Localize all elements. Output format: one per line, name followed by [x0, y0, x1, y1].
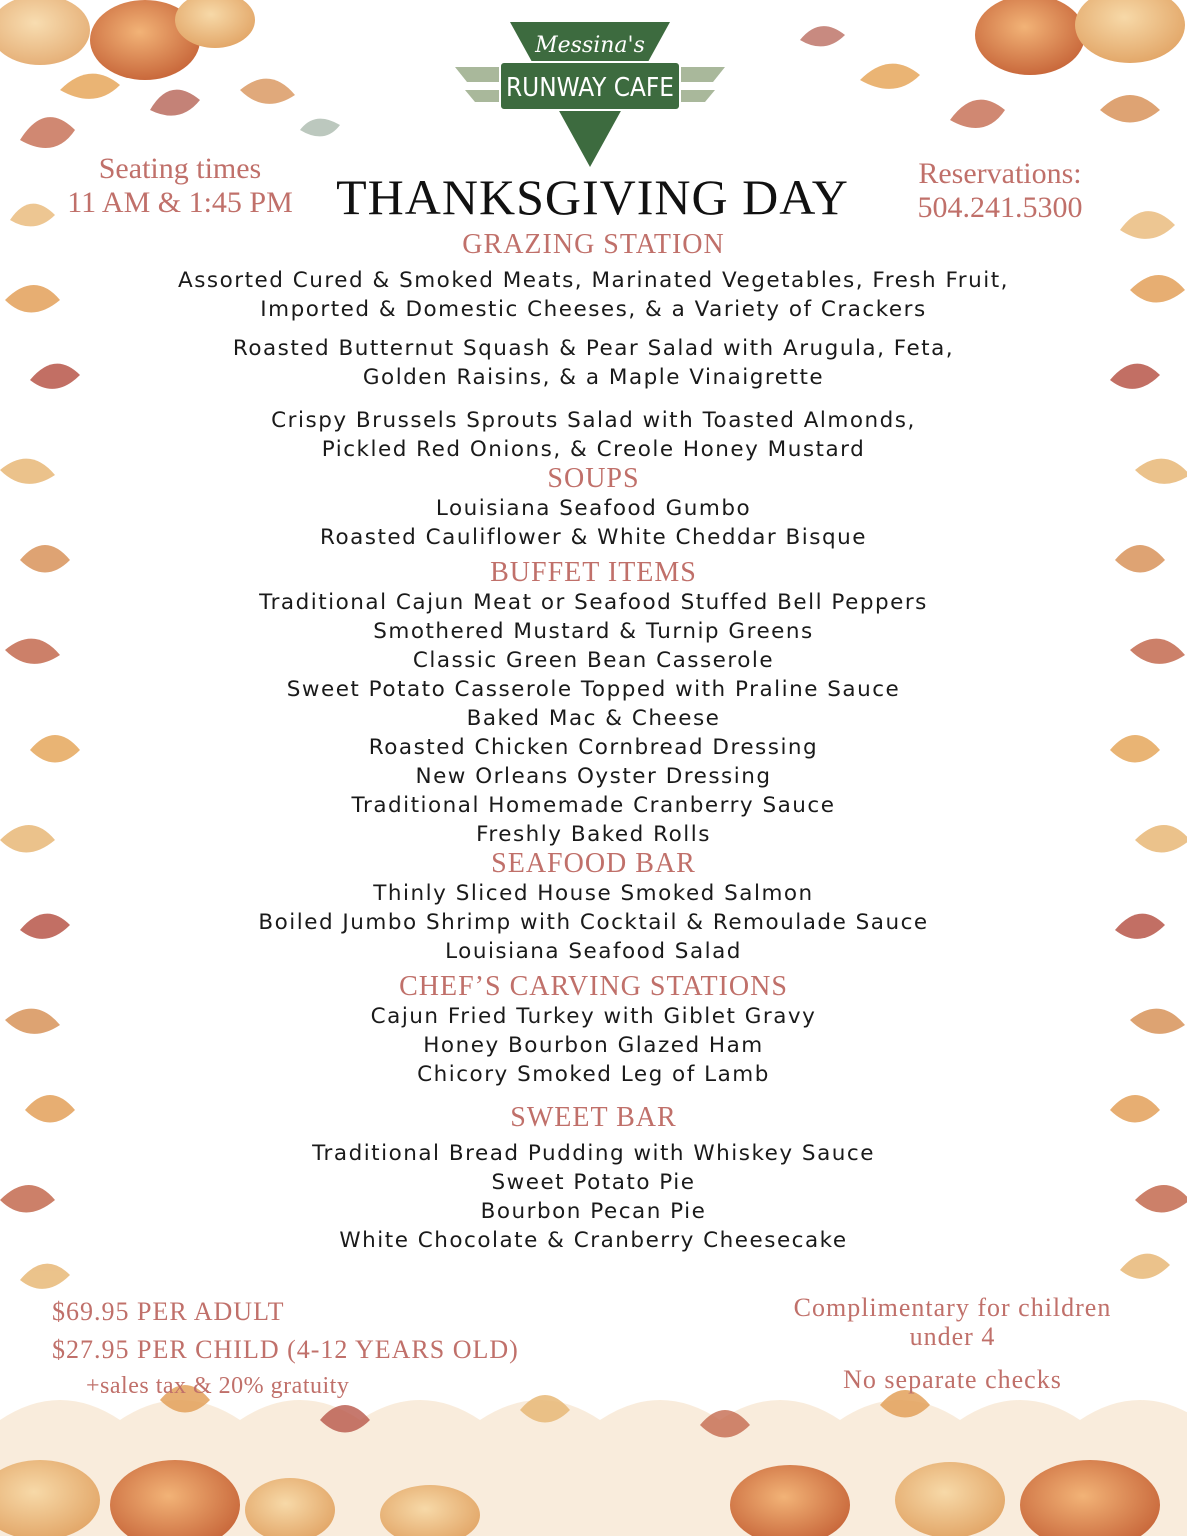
section-seafood — [120, 849, 1067, 966]
menu-item: Classic Green Bean Casserole — [412, 648, 775, 673]
logo-script-text: Messina's — [535, 33, 645, 58]
section-grazing — [120, 230, 1067, 464]
menu-item: Golden Raisins, & a Maple Vinaigrette — [362, 365, 825, 390]
seating-label: Seating times — [98, 152, 262, 185]
seating-value: 11 AM & 1:45 PM — [67, 186, 293, 219]
section-heading: BUFFET ITEMS — [490, 557, 697, 588]
menu-item: Baked Mac & Cheese — [466, 706, 721, 731]
menu-item: Thinly Sliced House Smoked Salmon — [373, 881, 814, 906]
menu-item: Traditional Bread Pudding with Whiskey Sauce — [312, 1141, 875, 1166]
logo-main-text: RUNWAY CAFE — [506, 73, 674, 103]
pricing — [52, 1293, 519, 1403]
menu-item: Cajun Fried Turkey with Giblet Gravy — [370, 1004, 817, 1029]
section-heading: SOUPS — [547, 463, 640, 494]
reservations-label: Reservations: — [918, 157, 1082, 190]
menu-body — [120, 230, 1067, 1255]
menu-item: Smothered Mustard & Turnip Greens — [373, 619, 814, 644]
tax-note: +sales tax & 20% gratuity — [86, 1373, 350, 1399]
menu-item: Roasted Butternut Squash & Pear Salad with Arugula, Feta, — [232, 336, 955, 361]
menu-item: Louisiana Seafood Gumbo — [435, 496, 752, 521]
section-buffet — [120, 558, 1067, 849]
section-soups — [120, 464, 1067, 552]
menu-item: Traditional Homemade Cranberry Sauce — [351, 793, 836, 818]
policy-notes — [740, 1293, 1165, 1394]
menu-item: Chicory Smoked Leg of Lamb — [417, 1062, 770, 1087]
runway-cafe-logo — [455, 22, 725, 172]
menu-item: Crispy Brussels Sprouts Salad with Toasted Almonds, — [271, 408, 916, 433]
menu-item: Assorted Cured & Smoked Meats, Marinated Vegetables, Fresh Fruit, — [178, 268, 1009, 293]
children-note-line2: under 4 — [909, 1322, 996, 1351]
menu-item: Roasted Cauliflower & White Cheddar Bisque — [320, 525, 867, 550]
menu-item: Pickled Red Onions, & Creole Honey Mustard — [321, 437, 866, 462]
section-sweet — [120, 1103, 1067, 1255]
menu-item: Boiled Jumbo Shrimp with Cocktail & Remoulade Sauce — [258, 910, 929, 935]
reservations-phone[interactable]: 504.241.5300 — [917, 191, 1083, 224]
section-heading: GRAZING STATION — [462, 229, 725, 260]
menu-item: White Chocolate & Cranberry Cheesecake — [339, 1228, 848, 1253]
section-heading: CHEF’S CARVING STATIONS — [399, 971, 788, 1002]
menu-item: New Orleans Oyster Dressing — [415, 764, 772, 789]
section-heading: SEAFOOD BAR — [491, 848, 696, 879]
menu-item: Traditional Cajun Meat or Seafood Stuffed Bell Peppers — [259, 590, 928, 615]
menu-item: Sweet Potato Pie — [491, 1170, 696, 1195]
right-edge-leaves — [1110, 275, 1187, 1279]
left-edge-leaves — [0, 285, 80, 1289]
menu-item: Louisiana Seafood Salad — [445, 939, 742, 964]
menu-item: Roasted Chicken Cornbread Dressing — [368, 735, 819, 760]
price-adult: $69.95 PER ADULT — [52, 1297, 285, 1326]
section-heading: SWEET BAR — [510, 1102, 677, 1133]
page-title: THANKSGIVING DAY — [336, 169, 849, 225]
menu-item: Sweet Potato Casserole Topped with Praline Sauce — [286, 677, 901, 702]
menu-item: Freshly Baked Rolls — [476, 822, 711, 847]
reservations — [870, 157, 1130, 225]
bottom-pumpkin-band — [0, 1385, 1187, 1536]
menu-item: Honey Bourbon Glazed Ham — [423, 1033, 764, 1058]
separate-checks-note: No separate checks — [843, 1365, 1062, 1394]
seating-times — [45, 152, 315, 220]
menu-item: Bourbon Pecan Pie — [480, 1199, 707, 1224]
children-note-line1: Complimentary for children — [793, 1293, 1112, 1322]
menu-item: Imported & Domestic Cheeses, & a Variety of Crackers — [260, 297, 927, 322]
price-child: $27.95 PER CHILD (4-12 YEARS OLD) — [52, 1335, 519, 1364]
section-carving — [120, 972, 1067, 1089]
